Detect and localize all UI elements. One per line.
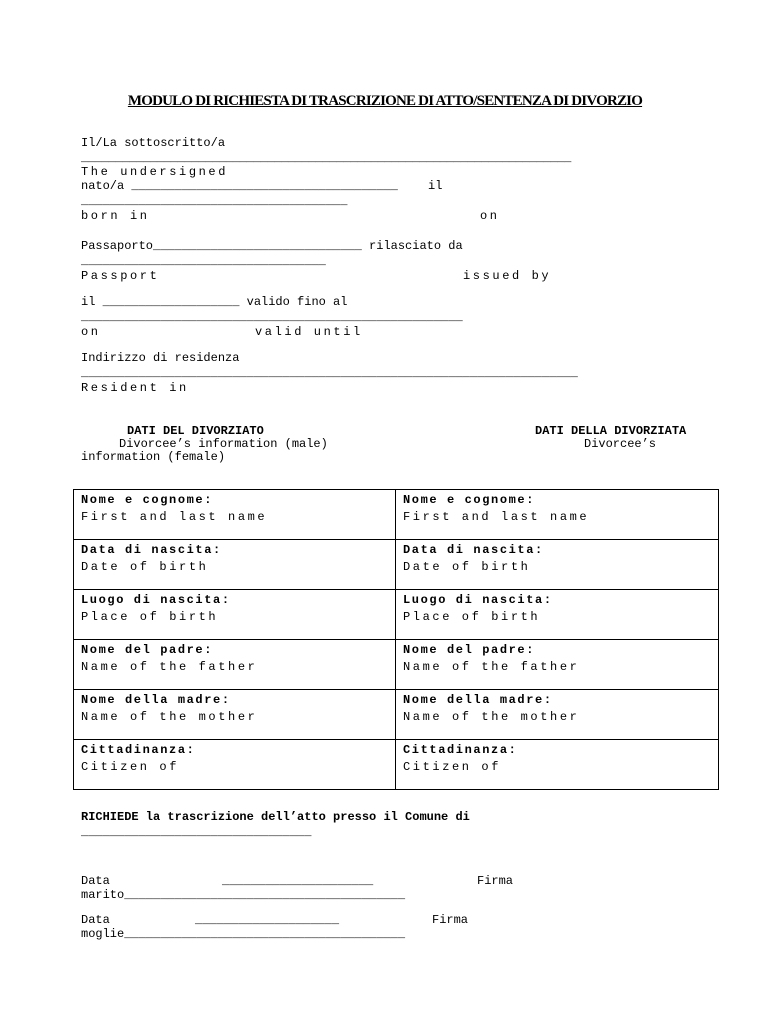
date-label-wife: Data: [81, 913, 110, 927]
table-row: [74, 540, 719, 590]
male-birthdate-cell[interactable]: [74, 540, 396, 590]
il-label: il: [428, 179, 443, 193]
wife-signature-line[interactable]: moglie_______________________________________: [81, 927, 406, 941]
table-row: [74, 690, 719, 740]
on-label-2: on: [81, 325, 101, 339]
table-row: [74, 490, 719, 540]
male-section-subtitle: Divorcee’s information (male): [119, 437, 328, 451]
date-line-husband[interactable]: _____________________: [222, 874, 374, 888]
passport-field[interactable]: Passaporto_____________________________ rilasciato da: [81, 239, 463, 253]
date-label-husband: Data: [81, 874, 110, 888]
female-section-title: DATI DELLA DIVORZIATA: [535, 424, 687, 438]
cell-label-en: Place of birth: [403, 610, 541, 624]
male-mother-cell[interactable]: [74, 690, 396, 740]
table-row: [74, 590, 719, 640]
cell-label-en: Place of birth: [81, 610, 219, 624]
cell-label-it: Nome e cognome:: [403, 493, 536, 507]
on-label: on: [480, 209, 500, 223]
form-title: MODULO DI RICHIESTA DI TRASCRIZIONE DI ATTO/SENTENZA DI DIVORZIO: [127, 93, 643, 109]
issue-date-field[interactable]: il ___________________ valido fino al: [81, 295, 348, 309]
issued-by-label: issued by: [463, 269, 552, 283]
cell-label-en: Date of birth: [81, 560, 209, 574]
male-father-cell[interactable]: [74, 640, 396, 690]
date-line-wife[interactable]: ____________________: [195, 913, 340, 927]
female-citizenship-cell[interactable]: [396, 740, 719, 790]
signature-label-husband: Firma: [477, 874, 514, 888]
cell-label-it: Data di nascita:: [81, 543, 222, 557]
male-name-cell[interactable]: [74, 490, 396, 540]
cell-label-en: Citizen of: [81, 760, 180, 774]
cell-label-it: Cittadinanza:: [81, 743, 196, 757]
passport-label: Passport: [81, 269, 160, 283]
cell-label-it: Data di nascita:: [403, 543, 544, 557]
cell-label-en: First and last name: [403, 510, 590, 524]
valid-until-line[interactable]: _____________________________________________________: [81, 310, 463, 324]
cell-label-it: Luogo di nascita:: [81, 593, 231, 607]
born-in-label: born in: [81, 209, 150, 223]
female-section-subtitle-b: information (female): [81, 450, 226, 464]
request-statement: RICHIEDE la trascrizione dell’atto presso il Comune di: [81, 810, 470, 824]
cell-label-en: Citizen of: [403, 760, 502, 774]
cell-label-en: Date of birth: [403, 560, 531, 574]
cell-label-it: Nome del padre:: [81, 643, 214, 657]
cell-label-it: Luogo di nascita:: [403, 593, 553, 607]
female-section-subtitle-a: Divorcee’s: [584, 437, 657, 451]
cell-label-it: Cittadinanza:: [403, 743, 518, 757]
female-name-cell[interactable]: [396, 490, 719, 540]
male-section-title: DATI DEL DIVORZIATO: [127, 424, 264, 438]
resident-in-label: Resident in: [81, 381, 189, 395]
birth-date-line[interactable]: _____________________________________: [81, 194, 348, 208]
undersigned-label-en: The undersigned: [81, 165, 229, 179]
cell-label-it: Nome del padre:: [403, 643, 536, 657]
cell-label-it: Nome della madre:: [403, 693, 553, 707]
male-citizenship-cell[interactable]: [74, 740, 396, 790]
female-mother-cell[interactable]: [396, 690, 719, 740]
issuer-line[interactable]: __________________________________: [81, 254, 326, 268]
signature-label-wife: Firma: [432, 913, 469, 927]
female-birthdate-cell[interactable]: [396, 540, 719, 590]
female-father-cell[interactable]: [396, 640, 719, 690]
table-row: [74, 740, 719, 790]
cell-label-en: Name of the mother: [81, 710, 258, 724]
valid-until-label: valid until: [255, 325, 363, 339]
cell-label-en: Name of the mother: [403, 710, 580, 724]
husband-signature-line[interactable]: marito_______________________________________: [81, 888, 406, 902]
municipality-line[interactable]: ________________________________: [81, 825, 312, 839]
born-field[interactable]: nato/a _____________________________________: [81, 179, 398, 193]
undersigned-line[interactable]: _______________________________________________________________________: [81, 151, 571, 165]
cell-label-en: First and last name: [81, 510, 268, 524]
cell-label-it: Nome e cognome:: [81, 493, 214, 507]
cell-label-en: Name of the father: [81, 660, 258, 674]
cell-label-it: Nome della madre:: [81, 693, 231, 707]
undersigned-label-it: Il/La sottoscritto/a: [81, 136, 226, 150]
residence-label-it: Indirizzo di residenza: [81, 351, 240, 365]
table-row: [74, 640, 719, 690]
male-birthplace-cell[interactable]: [74, 590, 396, 640]
female-birthplace-cell[interactable]: [396, 590, 719, 640]
residence-line[interactable]: _____________________________________________________________________: [81, 366, 578, 380]
divorcee-info-table: [73, 489, 719, 790]
cell-label-en: Name of the father: [403, 660, 580, 674]
